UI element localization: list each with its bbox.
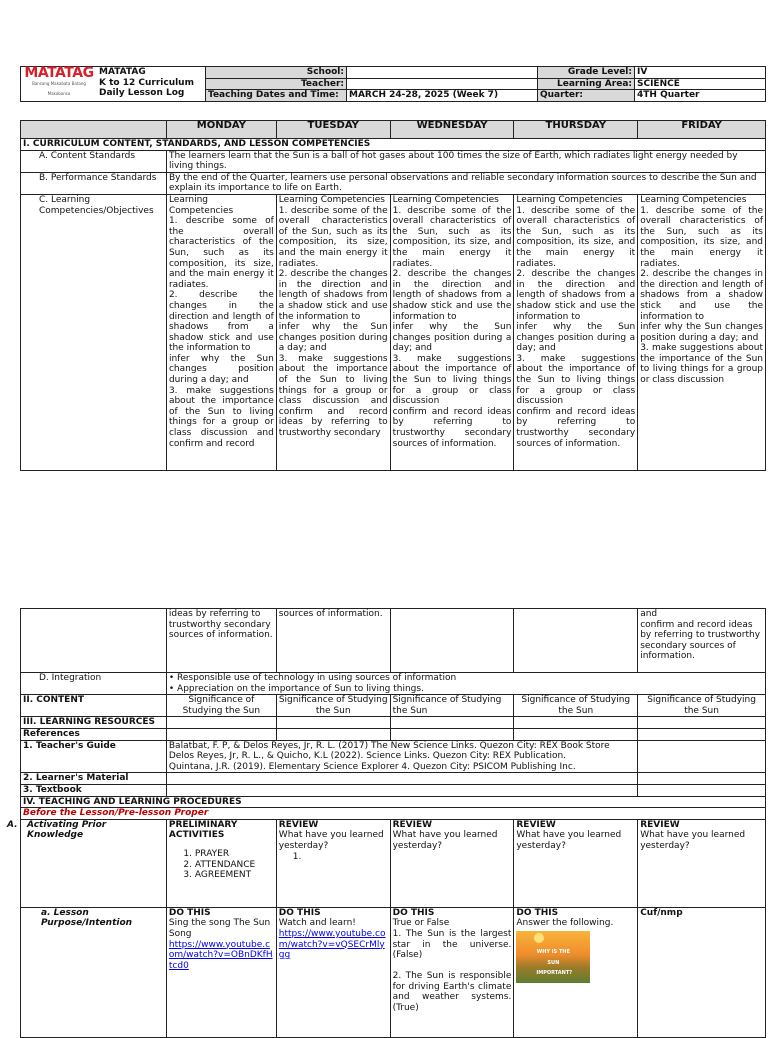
- do-this-title: DO THIS: [168, 907, 211, 918]
- learners-material-label: 2. Learner's Material: [21, 773, 167, 785]
- area-value: SCIENCE: [635, 78, 766, 90]
- purpose-monday-text: Sing the song The Sun Song: [168, 918, 271, 939]
- true-false-quiz: True or False 1. The Sun is the largest star in the universe. (False) 2. The Sun is responsible for driving Earth's climate and weather systems. (True): [392, 918, 512, 1014]
- image-caption: WHY IS THE SUN IMPORTANT?: [536, 948, 573, 977]
- day-monday: MONDAY: [166, 121, 276, 139]
- review-title: REVIEW: [516, 819, 556, 830]
- grade-label: Grade Level:: [538, 67, 635, 79]
- day-friday: FRIDAY: [638, 121, 766, 139]
- list-item: 2. ATTENDANCE: [195, 860, 274, 871]
- area-label: Learning Area:: [538, 78, 635, 90]
- purpose-tuesday-text: Watch and learn!: [278, 918, 356, 929]
- title-line3: Daily Lesson Log: [99, 88, 185, 99]
- content-standards-label: A. Content Standards: [21, 150, 167, 172]
- textbook-label: 3. Textbook: [21, 784, 167, 796]
- watch-video-link[interactable]: https://www.youtube.com/watch?v=vQSECrMlygg: [278, 928, 386, 961]
- before-lesson-label: Before the Lesson/Pre-lesson Proper: [21, 808, 766, 820]
- day-wednesday: WEDNESDAY: [390, 121, 514, 139]
- competencies-tuesday: Learning Competencies 1. describe some of the overall characteristics of the Sun, such as its composition, its size, and the main energy it radiates. 2. describe the changes in the direction and length of shadows from a shadow stick and use the information to infer why the Sun changes position during a day; and 3. make suggestions about the importance of the Sun to living things for a group or class discussion and confirm and record ideas by referring to trustworthy secondary: [276, 194, 390, 470]
- activating-label: [7, 819, 167, 907]
- content-wednesday: Significance of Studying the Sun: [390, 695, 514, 717]
- preliminary-list: [169, 849, 274, 881]
- activating-letter: A.: [7, 819, 18, 830]
- activating-friday: [638, 819, 766, 907]
- content-friday: Significance of Studying the Sun: [638, 695, 766, 717]
- activating-text: Activating Prior Knowledge: [27, 819, 107, 841]
- empty-cell: [390, 728, 514, 740]
- review-question: What have you learned yesterday?: [278, 830, 384, 851]
- purpose-thursday: [514, 907, 638, 1037]
- review-question: What have you learned yesterday?: [640, 830, 746, 851]
- teacher-label: Teacher:: [206, 78, 347, 90]
- review-title: REVIEW: [392, 819, 433, 830]
- section-curriculum: I. CURRICULUM CONTENT, STANDARDS, AND LESSON COMPETENCIES: [21, 139, 766, 151]
- dates-value: MARCH 24-28, 2025 (Week 7): [347, 90, 538, 102]
- lesson-table-page2: [7, 608, 766, 1038]
- integration-label: D. Integration: [21, 673, 167, 695]
- empty-cell: [166, 728, 276, 740]
- sun-icon: [534, 933, 544, 943]
- content-standards: The learners learn that the Sun is a ball of hot gases about 100 times the size of Earth, which radiates light energy needed by living things.: [166, 150, 765, 172]
- competencies-friday: Learning Competencies 1. describe some of the overall characteristics of the Sun, such as its composition, its size, and the main energy it radiates. 2. describe the changes in the direction and length of shadows from a shadow stick and use the information to infer why the Sun changes position during a day; and 3. make suggestions about the importance of the Sun to living things for a group or class discussion: [638, 194, 766, 470]
- dll-title: [97, 67, 206, 102]
- review-question: What have you learned yesterday?: [516, 830, 622, 851]
- competencies-wednesday: Learning Competencies 1. describe some of the overall characteristics of the Sun, such as its composition, its size, and the main energy it radiates. 2. describe the changes in the direction and length of shadows from a shadow stick and use the information to infer why the Sun changes position during a day; and 3. make suggestions about the importance of the Sun to living things for a group or class discussion confirm and record ideas by referring to trustworthy secondary sources of information.: [390, 194, 514, 470]
- review-question: What have you learned yesterday?: [392, 830, 498, 851]
- do-this-title: DO THIS: [278, 907, 321, 918]
- activating-wednesday: [390, 819, 514, 907]
- empty-cell: [390, 717, 514, 729]
- matatag-logo: [21, 67, 98, 102]
- content-tuesday: Significance of Studying the Sun: [276, 695, 390, 717]
- day-header-blank: [21, 121, 167, 139]
- empty-cell: [166, 784, 637, 796]
- competencies-cont-wednesday: [390, 609, 514, 673]
- content-monday: Significance of Studying the Sun: [166, 695, 276, 717]
- grade-value: IV: [635, 67, 766, 79]
- performance-standards-label: B. Performance Standards: [21, 172, 167, 194]
- empty-cell: [514, 717, 638, 729]
- quarter-label: Quarter:: [538, 90, 635, 102]
- do-this-title: DO THIS: [516, 907, 559, 918]
- competencies-cont-thursday: [514, 609, 638, 673]
- competencies-cont-label: [21, 609, 167, 673]
- why-sun-important-image: [516, 931, 590, 983]
- performance-standards: By the end of the Quarter, learners use personal observations and reliable secondary information sources to describe the Sun and explain its importance to life on Earth.: [166, 172, 765, 194]
- do-this-title: DO THIS: [392, 907, 435, 918]
- day-tuesday: TUESDAY: [276, 121, 390, 139]
- competencies-cont-tuesday: sources of information.: [276, 609, 390, 673]
- preliminary-title: PRELIMINARY ACTIVITIES: [168, 819, 238, 841]
- empty-cell: [638, 773, 766, 785]
- content-label: II. CONTENT: [21, 695, 167, 717]
- title-line2: K to 12 Curriculum: [99, 77, 194, 88]
- review-title: REVIEW: [640, 819, 680, 830]
- list-item: 3. AGREEMENT: [195, 870, 274, 881]
- empty-cell: [514, 728, 638, 740]
- school-value[interactable]: [347, 67, 538, 79]
- references-label: References: [21, 728, 167, 740]
- teachers-guide: Balatbat, F. P, & Delos Reyes, Jr, R. L. (2017) The New Science Links. Quezon City: REX Book Store Delos Reyes, Jr, R. L., & Quicho, K.L (2022). Science Links. Quezon City: REX Publication. Quintana, J.R. (2019). Elementary Science Explorer 4. Quezon City: PSICOM Publishing Inc.: [166, 740, 637, 773]
- school-label: School:: [206, 67, 347, 79]
- list-item: 1. PRAYER: [195, 849, 274, 860]
- procedures-label: IV. TEACHING AND LEARNING PROCEDURES: [21, 796, 766, 808]
- review-title: REVIEW: [278, 819, 319, 830]
- purpose-wednesday: [390, 907, 514, 1037]
- teachers-guide-label: 1. Teacher's Guide: [21, 740, 167, 773]
- empty-cell: [638, 784, 766, 796]
- title-line1: MATATAG: [99, 67, 146, 77]
- competencies-thursday: Learning Competencies 1. describe some of the overall characteristics of the Sun, such as its composition, its size, and the main energy it radiates. 2. describe the changes in the direction and length of shadows from a shadow stick and use the information to infer why the Sun changes position during a day; and 3. make suggestions about the importance of the Sun to living things for a group or class discussion confirm and record ideas by referring to trustworthy secondary sources of information.: [514, 194, 638, 470]
- empty-cell: [166, 717, 276, 729]
- competencies-cont-friday: and confirm and record ideas by referring to trustworthy secondary sources of information.: [638, 609, 766, 673]
- dates-label: Teaching Dates and Time:: [206, 90, 347, 102]
- quarter-value: 4TH Quarter: [635, 90, 766, 102]
- competencies-monday: Learning Competencies 1. describe some of the overall characteristics of the Sun, such as its composition, its size, and the main energy it radiates. 2. describe the changes in the direction and length of shadows from a shadow stick and use the information to infer why the Sun changes position during a day; and 3. make suggestions about the importance of the Sun to living things for a group or class discussion and confirm and record: [166, 194, 276, 470]
- logo-text: MATATAG: [24, 65, 94, 81]
- activating-monday: [166, 819, 276, 907]
- purpose-label: a. Lesson Purpose/Intention: [21, 907, 167, 1037]
- purpose-monday: [166, 907, 276, 1037]
- empty-cell: [276, 728, 390, 740]
- integration: • Responsible use of technology in using sources of information • Appreciation on the importance of Sun to living things.: [166, 673, 765, 695]
- empty-cell: [638, 740, 766, 773]
- teacher-value[interactable]: [347, 78, 538, 90]
- purpose-thursday-text: Answer the following.: [516, 918, 614, 929]
- empty-cell: [638, 717, 766, 729]
- day-thursday: THURSDAY: [514, 121, 638, 139]
- content-thursday: Significance of Studying the Sun: [514, 695, 638, 717]
- empty-cell: [276, 717, 390, 729]
- purpose-tuesday: [276, 907, 390, 1037]
- resources-label: III. LEARNING RESOURCES: [21, 717, 167, 729]
- logo-subtext: Bansang Makabata Batang Makabansa: [32, 80, 86, 97]
- activating-thursday: [514, 819, 638, 907]
- header-table: [20, 66, 766, 102]
- purpose-friday: Cuf/nmp: [638, 907, 766, 1037]
- competencies-label: C. Learning Competencies/Objectives: [21, 194, 167, 470]
- competencies-cont-monday: ideas by referring to trustworthy secondary sources of information.: [166, 609, 276, 673]
- empty-cell: [166, 773, 637, 785]
- activating-tuesday: [276, 819, 390, 907]
- lesson-table-page1: [20, 120, 766, 471]
- review-item: 1.: [292, 851, 302, 862]
- empty-cell: [638, 728, 766, 740]
- sun-song-link[interactable]: https://www.youtube.com/watch?v=OBnDKfHtcd0: [168, 939, 273, 971]
